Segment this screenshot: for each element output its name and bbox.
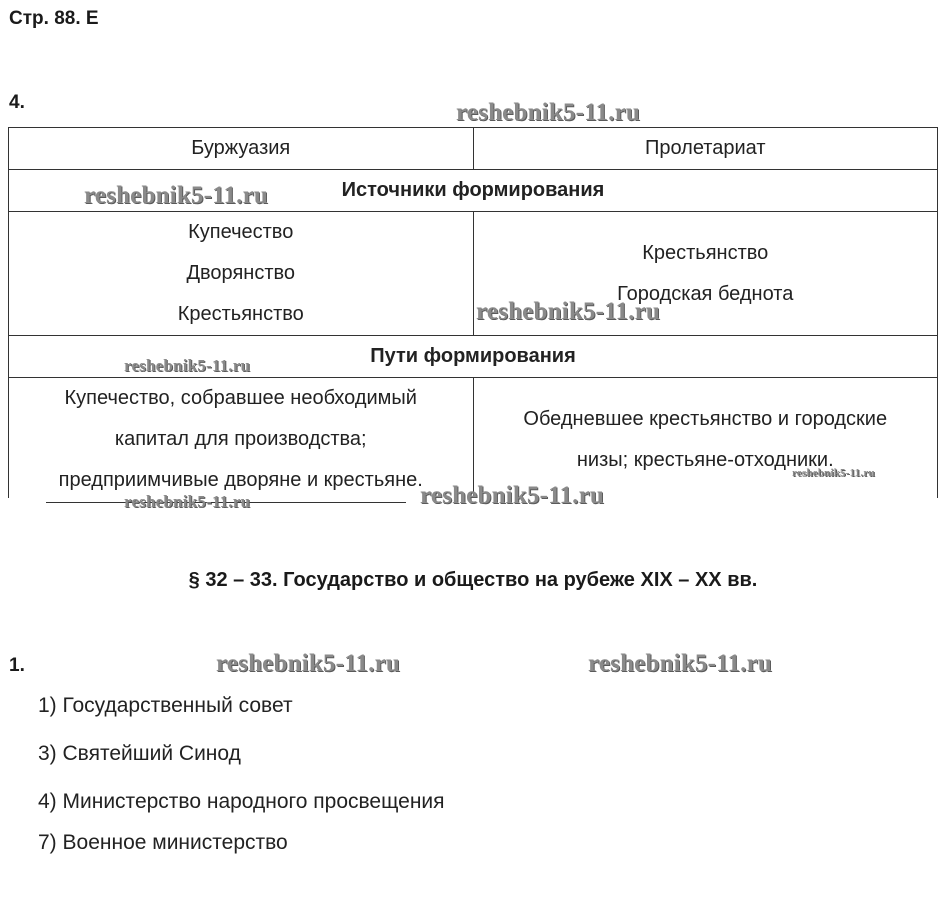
table-cell-line: Дворянство	[186, 262, 296, 284]
watermark: reshebnik5-11.ru	[84, 182, 269, 209]
page-header: Стр. 88. Е	[9, 8, 99, 29]
watermark: reshebnik5-11.ru	[456, 99, 641, 126]
table-cell-line: Купечество	[188, 221, 294, 243]
table-header-row	[9, 128, 938, 170]
ways-bourgeoisie-cell	[9, 378, 474, 502]
watermark: reshebnik5-11.ru	[792, 467, 875, 479]
table-cell-line: Крестьянство	[177, 303, 304, 325]
watermark: reshebnik5-11.ru	[588, 650, 773, 677]
watermark: reshebnik5-11.ru	[124, 492, 251, 511]
watermark: reshebnik5-11.ru	[476, 298, 661, 325]
table-cell-line: низы; крестьяне-отходники.	[576, 448, 834, 471]
table-cell-line: Городская беднота	[617, 282, 794, 305]
list-item: 1) Государственный совет	[38, 694, 293, 717]
watermark: reshebnik5-11.ru	[216, 650, 401, 677]
table-cell-line: капитал для производства;	[114, 428, 367, 450]
list-item: 7) Военное министерство	[38, 831, 288, 854]
sources-bourgeoisie-cell	[9, 212, 474, 336]
table-cell-line: Купечество, собравшее необходимый	[64, 387, 417, 409]
table-cell-line: предприимчивые дворяне и крестьяне.	[58, 469, 423, 491]
watermark: reshebnik5-11.ru	[124, 356, 251, 375]
task-1-number: 1.	[9, 655, 25, 676]
list-item: 3) Святейший Синод	[38, 742, 241, 765]
section-title-sources: Источники формирования	[9, 170, 938, 212]
table-cell-line: Крестьянство	[642, 241, 769, 264]
task-4-number: 4.	[9, 92, 25, 113]
watermark: reshebnik5-11.ru	[420, 482, 605, 509]
table-cell-line: Обедневшее крестьянство и городские	[523, 407, 888, 430]
section-title: § 32 – 33. Государство и общество на рубеже XIX – XX вв.	[188, 569, 758, 591]
column-header-bourgeoisie: Буржуазия	[9, 128, 474, 170]
column-header-proletariat: Пролетариат	[473, 128, 938, 170]
section-title-ways: Пути формирования	[9, 336, 938, 378]
sources-row	[9, 212, 938, 336]
list-item: 4) Министерство народного просвещения	[38, 790, 445, 813]
